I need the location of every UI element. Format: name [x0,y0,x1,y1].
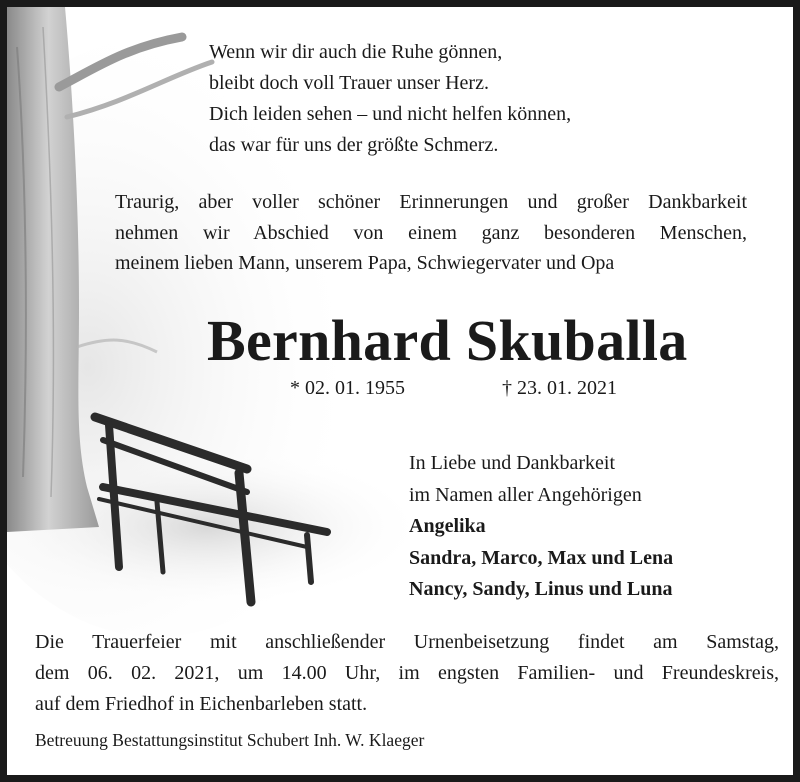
ceremony-details [35,627,779,720]
birth-date: * 02. 01. 1955 [290,377,405,399]
intro-line: nehmen wir Abschied von einem ganz besonderen Menschen, [115,221,747,244]
death-date: † 23. 01. 2021 [502,377,617,399]
poem-line: Dich leiden sehen – und nicht helfen können, [209,103,572,125]
poem-line: Wenn wir dir auch die Ruhe gönnen, [209,41,503,63]
intro-line: meinem lieben Mann, unserem Papa, Schwiegervater und Opa [115,252,615,274]
deceased-name: Bernhard Skuballa [207,308,688,373]
family-names: Angelika [409,515,486,537]
intro-line: Traurig, aber voller schöner Erinnerungen und großer Dankbarkeit [115,191,747,213]
ceremony-line: Die Trauerfeier mit anschließender Urnenbeisetzung findet am Samstag, [35,631,779,653]
poem-line: bleibt doch voll Trauer unser Herz. [209,72,489,94]
ceremony-line: dem 06. 02. 2021, um 14.00 Uhr, im engsten Familien- und Freundeskreis, [35,662,779,684]
ceremony-line: auf dem Friedhof in Eichenbarleben statt. [35,693,368,715]
funeral-home-credit: Betreuung Bestattungsinstitut Schubert Inh. W. Klaeger [35,730,425,750]
poem [209,37,571,161]
poem-line: das war für uns der größte Schmerz. [209,134,499,156]
family-signature [409,448,673,606]
family-names: Sandra, Marco, Max und Lena [409,546,674,569]
family-names: Nancy, Sandy, Linus und Luna [409,578,673,600]
intro-text [115,187,747,279]
signature-line: In Liebe und Dankbarkeit [409,452,616,474]
signature-line: im Namen aller Angehörigen [409,483,642,506]
